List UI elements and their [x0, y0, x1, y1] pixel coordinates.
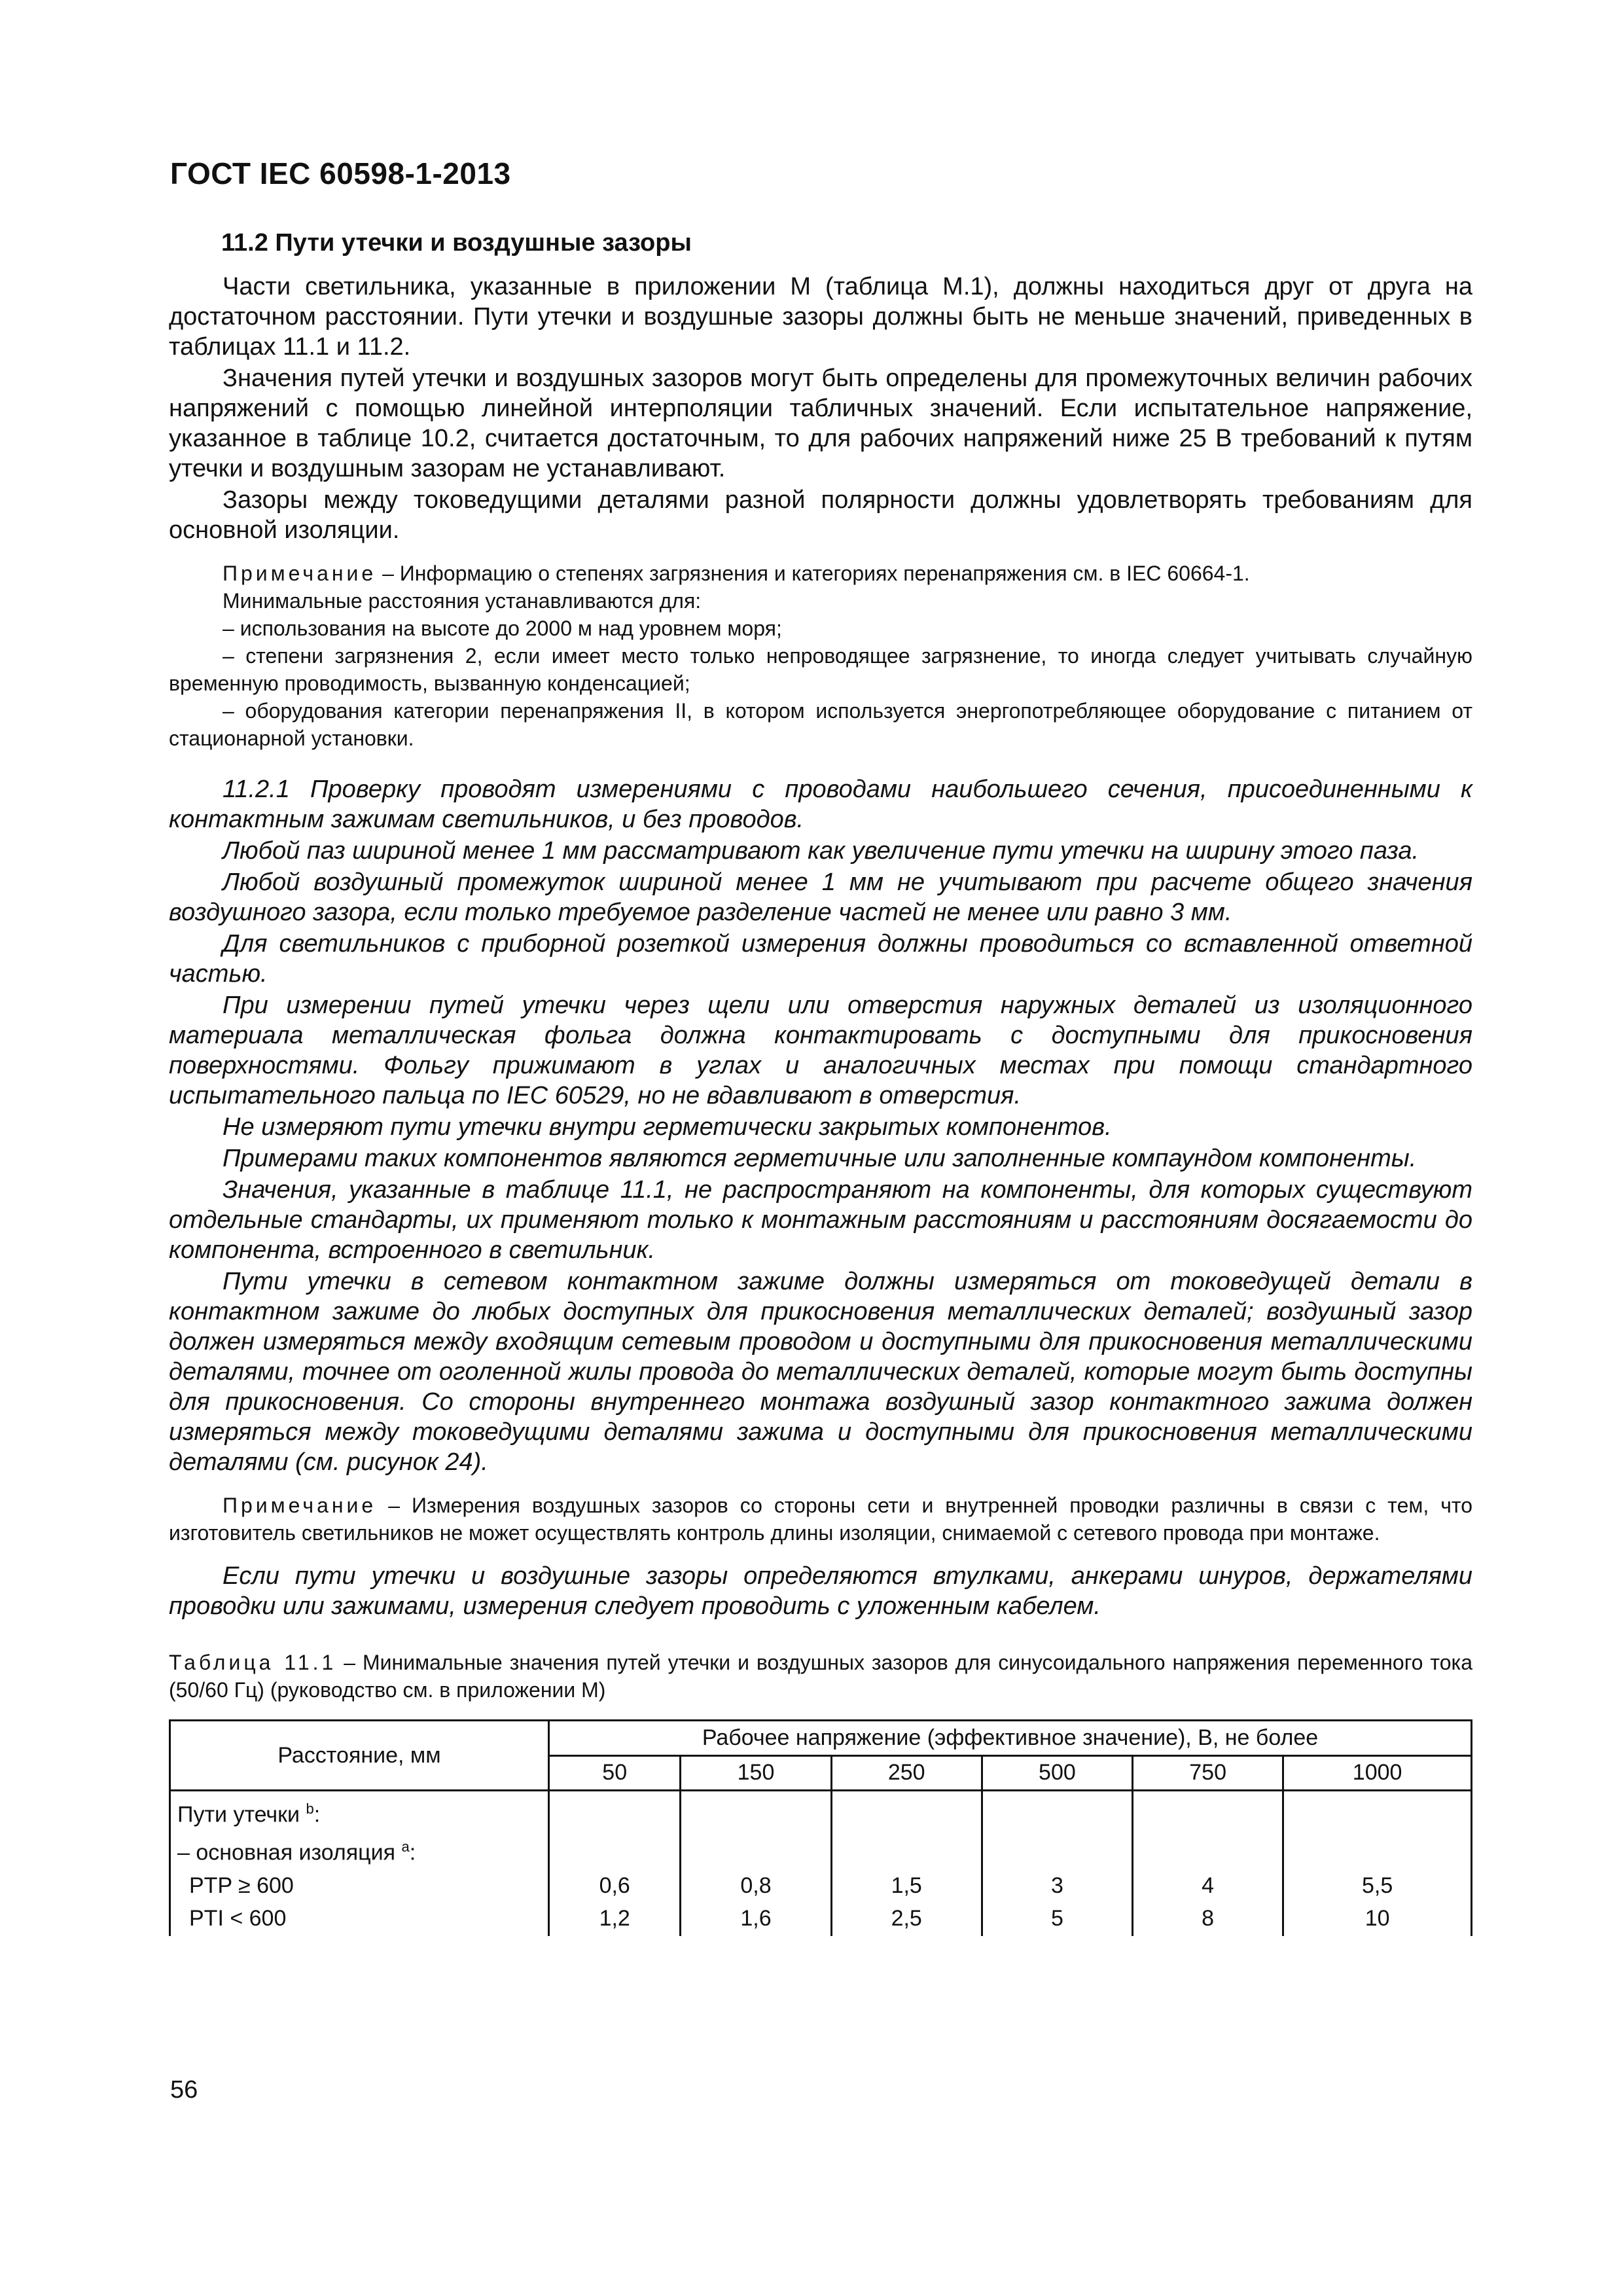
- page-number: 56: [170, 2076, 198, 2104]
- italic-paragraph: При измерении путей утечки через щели или отверстия наружных деталей из изоляционного материала металлическая фольга должна контактировать с доступными для прикосновения поверхностями. Фольгу прижимают в углах и аналогичных местах при помощи стандартного испытательного пальца по IEC 60529, но не вдавливают в отверстия.: [169, 992, 1472, 1109]
- table-row: [170, 1791, 1472, 1936]
- paragraph: Значения путей утечки и воздушных зазоров могут быть определены для промежуточных величин рабочих напряжений с помощью линейной интерполяции табличных значений. Если испытательное напряжение, указанное в таблице 10.2, считается достаточным, то для рабочих напряжений ниже 25 В требований к путям утечки и воздушным зазорам не устанавливают.: [169, 365, 1472, 482]
- col-voltage-group-header: Рабочее напряжение (эффективное значение), В, не более: [549, 1721, 1472, 1756]
- italic-paragraph: Любой воздушный промежуток шириной менее 1 мм не учитывают при расчете общего значения воздушного зазора, если только требуемое разделение частей не менее или равно 3 мм.: [169, 869, 1472, 926]
- voltage-header: 150: [681, 1755, 831, 1791]
- note-line: – степени загрязнения 2, если имеет место только непроводящее загрязнение, то иногда следует учитывать случайную временную проводимость, вызванную конденсацией;: [169, 644, 1472, 695]
- italic-paragraph: Примерами таких компонентов являются герметичные или заполненные компаундом компоненты.: [223, 1145, 1417, 1172]
- voltage-header: 500: [982, 1755, 1132, 1791]
- note-text: – Измерения воздушных зазоров со стороны сети и внутренней проводки различны в связи с тем, что изготовитель светильников не может осуществлять контроль длины изоляции, снимаемой с сетевого провода при монтаже.: [169, 1494, 1472, 1545]
- voltage-header: 1000: [1283, 1755, 1472, 1791]
- italic-paragraph: Если пути утечки и воздушные зазоры определяются втулками, анкерами шнуров, держателями проводки или зажимами, измерения следует проводить с уложенным кабелем.: [169, 1562, 1472, 1620]
- italic-paragraph: Пути утечки в сетевом контактном зажиме должны измеряться от токоведущей детали в контактном зажиме до любых доступных для прикосновения металлических деталей; воздушный зазор должен измеряться между входящим сетевым проводом и доступными для прикосновения металлическими деталями, точнее от оголенной жилы провода до металлических деталей, которые могут быть доступны для прикосновения. Со стороны внутреннего монтажа воздушный зазор контактного зажима должен измеряться между токоведущими деталями зажима и доступными для прикосновения металлическими деталями (см. рисунок 24).: [169, 1268, 1472, 1476]
- clearance-table: [169, 1719, 1472, 1936]
- italic-paragraph: Не измеряют пути утечки внутри герметически закрытых компонентов.: [223, 1113, 1112, 1141]
- row-heading: Пути утечки $^b$:: [177, 1801, 321, 1827]
- document-header: ГОСТ IEC 60598-1-2013: [170, 156, 511, 190]
- value-cell: 1,5 2,5: [831, 1791, 982, 1936]
- table-caption-label: Таблица 11.1: [169, 1651, 337, 1674]
- note-line: Минимальные расстояния устанавливаются для:: [223, 589, 702, 613]
- voltage-header: 50: [549, 1755, 681, 1791]
- value-cell: 5,5 10: [1283, 1791, 1472, 1936]
- row-label: PTP ≥ 600: [189, 1873, 294, 1898]
- paragraph: Части светильника, указанные в приложении М (таблица М.1), должны находиться друг от друга на достаточном расстоянии. Пути утечки и воздушные зазоры должны быть не меньше значений, приведенных в таблицах 11.1 и 11.2.: [169, 273, 1472, 361]
- note-label: Примечание: [223, 562, 377, 585]
- note-text: – Информацию о степенях загрязнения и категориях перенапряжения см. в IEC 60664-1.: [376, 562, 1250, 585]
- row-label: PTI < 600: [189, 1905, 287, 1931]
- page-content: [169, 229, 1472, 1936]
- paragraph: Зазоры между токоведущими деталями разной полярности должны удовлетворять требованиям для основной изоляции.: [169, 486, 1472, 544]
- note-label: Примечание: [223, 1494, 377, 1517]
- note-2: [169, 1492, 1472, 1547]
- voltage-header: 750: [1133, 1755, 1283, 1791]
- voltage-header: 250: [831, 1755, 982, 1791]
- section-title: 11.2 Пути утечки и воздушные зазоры: [221, 229, 692, 257]
- note-line: – использования на высоте до 2000 м над уровнем моря;: [223, 617, 782, 640]
- value-cell: 0,6 1,2: [549, 1791, 681, 1936]
- italic-paragraph: 11.2.1 Проверку проводят измерениями с проводами наибольшего сечения, присоединенными к контактным зажимам светильников, и без проводов.: [169, 776, 1472, 833]
- italic-paragraph: Для светильников с приборной розеткой измерения должны проводиться со вставленной ответной частью.: [169, 930, 1472, 988]
- note-1: [169, 560, 1472, 587]
- row-label-cell: [170, 1791, 549, 1936]
- value-cell: 4 8: [1133, 1791, 1283, 1936]
- italic-paragraph: Любой паз шириной менее 1 мм рассматривают как увеличение пути утечки на ширину этого паза.: [223, 837, 1419, 865]
- row-subheading: – основная изоляция $^a$:: [177, 1839, 416, 1865]
- table-caption-text: – Минимальные значения путей утечки и воздушных зазоров для синусоидального напряжения переменного тока (50/60 Гц) (руководство см. в приложении М): [169, 1651, 1473, 1702]
- value-cell: 0,8 1,6: [681, 1791, 831, 1936]
- table-caption: [169, 1649, 1472, 1704]
- note-line: – оборудования категории перенапряжения II, в котором используется энергопотребляющее оборудование с питанием от стационарной установки.: [169, 699, 1472, 750]
- col-distance-header: Расстояние, мм: [170, 1721, 549, 1791]
- value-cell: 3 5: [982, 1791, 1132, 1936]
- italic-paragraph: Значения, указанные в таблице 11.1, не распространяют на компоненты, для которых существуют отдельные стандарты, их применяют только к монтажным расстояниям и расстояниям досягаемости до компонента, встроенного в светильник.: [169, 1176, 1472, 1264]
